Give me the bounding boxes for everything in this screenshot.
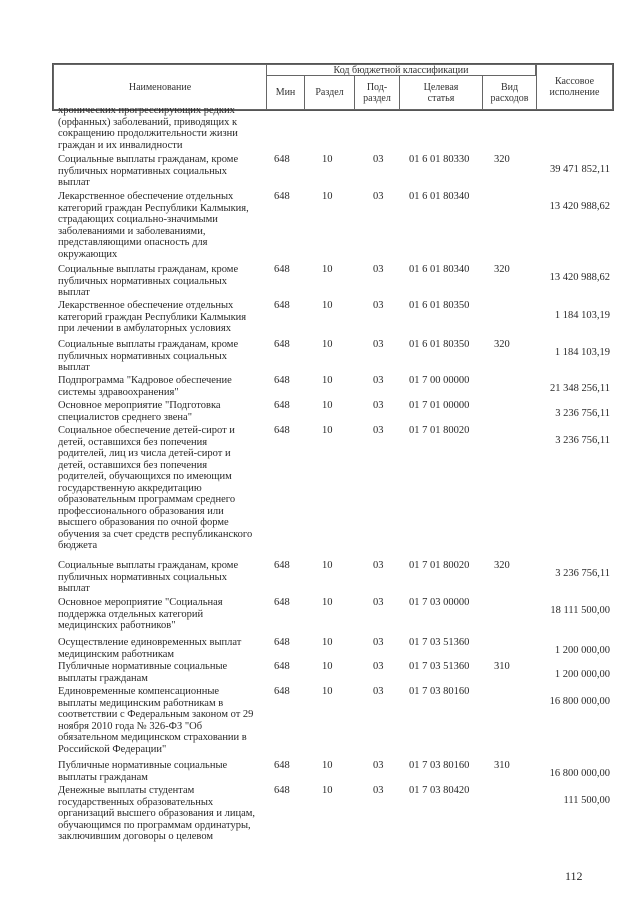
header-celevaya: Целевая статья	[399, 75, 483, 110]
row-podrazdel: 03	[373, 661, 384, 672]
row-razdel: 10	[322, 264, 333, 275]
row-vid: 310	[494, 661, 510, 672]
row-min: 648	[274, 785, 290, 796]
row-min: 648	[274, 264, 290, 275]
row-razdel: 10	[322, 300, 333, 311]
row-min: 648	[274, 400, 290, 411]
row-name: Подпрограмма "Кадровое обеспечение системы здравоохранения"	[58, 375, 232, 398]
row-celevaya: 01 7 03 80160	[409, 686, 470, 697]
row-razdel: 10	[322, 785, 333, 796]
row-podrazdel: 03	[373, 686, 384, 697]
row-celevaya: 01 7 03 51360	[409, 637, 470, 648]
row-name: Лекарственное обеспечение отдельных категорий граждан Республики Калмыкия при лечении в амбулаторных условиях	[58, 300, 247, 334]
row-podrazdel: 03	[373, 637, 384, 648]
row-razdel: 10	[322, 191, 333, 202]
row-podrazdel: 03	[373, 191, 384, 202]
row-name: Социальные выплаты гражданам, кроме публичных нормативных социальных выплат	[58, 264, 239, 298]
row-celevaya: 01 7 03 80420	[409, 785, 470, 796]
header-kassa: Кассовое исполнение	[536, 64, 613, 110]
row-amount: 1 184 103,19	[554, 347, 610, 358]
row-podrazdel: 03	[373, 597, 384, 608]
row-celevaya: 01 6 01 80350	[409, 339, 470, 350]
row-min: 648	[274, 686, 290, 697]
row-amount: 1 200 000,00	[554, 645, 610, 656]
row-name: Единовременные компенсационные выплаты медицинским работникам в соответствии с Федеральным законом от 29 ноября 2010 года № 326-ФЗ "Об обязательном медицинском страховании в Российской Федерации"	[58, 686, 254, 755]
row-vid: 320	[494, 339, 510, 350]
row-razdel: 10	[322, 760, 333, 771]
header-group: Код бюджетной классификации	[266, 64, 536, 76]
row-name: Денежные выплаты студентам государственных образовательных организаций высшего образования и лицам, обучающимся по программам ординатуры, заключившим договоры о целевом	[58, 785, 255, 842]
row-vid: 310	[494, 760, 510, 771]
row-celevaya: 01 6 01 80340	[409, 191, 470, 202]
row-amount: 1 184 103,19	[554, 310, 610, 321]
header-razdel: Раздел	[304, 75, 355, 110]
row-amount: 13 420 988,62	[549, 272, 610, 283]
row-name: Социальные выплаты гражданам, кроме публичных нормативных социальных выплат	[58, 154, 239, 188]
row-amount: 111 500,00	[563, 795, 610, 806]
row-razdel: 10	[322, 425, 333, 436]
row-amount: 3 236 756,11	[555, 568, 610, 579]
row-min: 648	[274, 154, 290, 165]
row-podrazdel: 03	[373, 264, 384, 275]
row-min: 648	[274, 560, 290, 571]
row-podrazdel: 03	[373, 400, 384, 411]
row-min: 648	[274, 661, 290, 672]
row-podrazdel: 03	[373, 785, 384, 796]
row-celevaya: 01 7 03 80160	[409, 760, 470, 771]
row-razdel: 10	[322, 154, 333, 165]
row-vid: 320	[494, 264, 510, 275]
row-name: Публичные нормативные социальные выплаты гражданам	[58, 661, 228, 684]
row-celevaya: 01 7 03 00000	[409, 597, 470, 608]
row-amount: 13 420 988,62	[549, 201, 610, 212]
row-podrazdel: 03	[373, 339, 384, 350]
row-podrazdel: 03	[373, 154, 384, 165]
row-min: 648	[274, 191, 290, 202]
row-razdel: 10	[322, 686, 333, 697]
row-vid: 320	[494, 560, 510, 571]
row-podrazdel: 03	[373, 375, 384, 386]
row-celevaya: 01 6 01 80350	[409, 300, 470, 311]
row-name: Публичные нормативные социальные выплаты гражданам	[58, 760, 228, 783]
row-razdel: 10	[322, 400, 333, 411]
row-name: Основное мероприятие "Социальная поддержка отдельных категорий медицинских работников"	[58, 597, 223, 631]
row-celevaya: 01 7 01 80020	[409, 560, 470, 571]
row-min: 648	[274, 597, 290, 608]
row-razdel: 10	[322, 339, 333, 350]
row-name: Социальное обеспечение детей-сирот и детей, оставшихся без попечения родителей, лиц из числа детей-сирот и детей, оставшихся без попечения родителей, обучающихся по имеющим государственную аккредитацию образовательным программам среднего профессионального образования или высшего образования по очной форме обучения за счет средств республиканского бюджета	[58, 425, 253, 551]
row-celevaya: 01 6 01 80330	[409, 154, 470, 165]
row-celevaya: 01 7 03 51360	[409, 661, 470, 672]
row-amount: 16 800 000,00	[549, 696, 610, 707]
row-name: Осуществление единовременных выплат медицинским работникам	[58, 637, 242, 660]
row-podrazdel: 03	[373, 560, 384, 571]
row-min: 648	[274, 760, 290, 771]
table-header	[52, 63, 614, 111]
header-podrazdel: Под- раздел	[354, 75, 400, 110]
row-celevaya: 01 7 00 00000	[409, 375, 470, 386]
row-podrazdel: 03	[373, 300, 384, 311]
row-name: хронических прогрессирующих редких (орфанных) заболеваний, приводящих к сокращению продолжительности жизни граждан и их инвалидности	[58, 105, 238, 151]
header-vid: Вид расходов	[482, 75, 537, 110]
row-amount: 3 236 756,11	[555, 408, 610, 419]
row-amount: 18 111 500,00	[550, 605, 610, 616]
row-razdel: 10	[322, 661, 333, 672]
row-celevaya: 01 6 01 80340	[409, 264, 470, 275]
row-name: Социальные выплаты гражданам, кроме публичных нормативных социальных выплат	[58, 339, 239, 373]
row-name: Социальные выплаты гражданам, кроме публичных нормативных социальных выплат	[58, 560, 239, 594]
row-celevaya: 01 7 01 80020	[409, 425, 470, 436]
row-amount: 1 200 000,00	[554, 669, 610, 680]
row-amount: 39 471 852,11	[550, 164, 610, 175]
row-vid: 320	[494, 154, 510, 165]
page-number: 112	[565, 869, 583, 883]
row-podrazdel: 03	[373, 760, 384, 771]
row-min: 648	[274, 300, 290, 311]
row-amount: 3 236 756,11	[555, 435, 610, 446]
row-razdel: 10	[322, 597, 333, 608]
row-razdel: 10	[322, 637, 333, 648]
row-min: 648	[274, 339, 290, 350]
header-name: Наименование	[53, 64, 267, 110]
row-name: Лекарственное обеспечение отдельных категорий граждан Республики Калмыкия, страдающих социально-значимыми заболеваниями и заболеваниями, представляющими опасность для окружающих	[58, 191, 249, 260]
header-min: Мин	[266, 75, 305, 110]
row-podrazdel: 03	[373, 425, 384, 436]
row-razdel: 10	[322, 560, 333, 571]
row-razdel: 10	[322, 375, 333, 386]
row-name: Основное мероприятие "Подготовка специалистов среднего звена"	[58, 400, 221, 423]
row-min: 648	[274, 637, 290, 648]
row-celevaya: 01 7 01 00000	[409, 400, 470, 411]
row-amount: 21 348 256,11	[550, 383, 610, 394]
row-min: 648	[274, 425, 290, 436]
row-amount: 16 800 000,00	[549, 768, 610, 779]
row-min: 648	[274, 375, 290, 386]
